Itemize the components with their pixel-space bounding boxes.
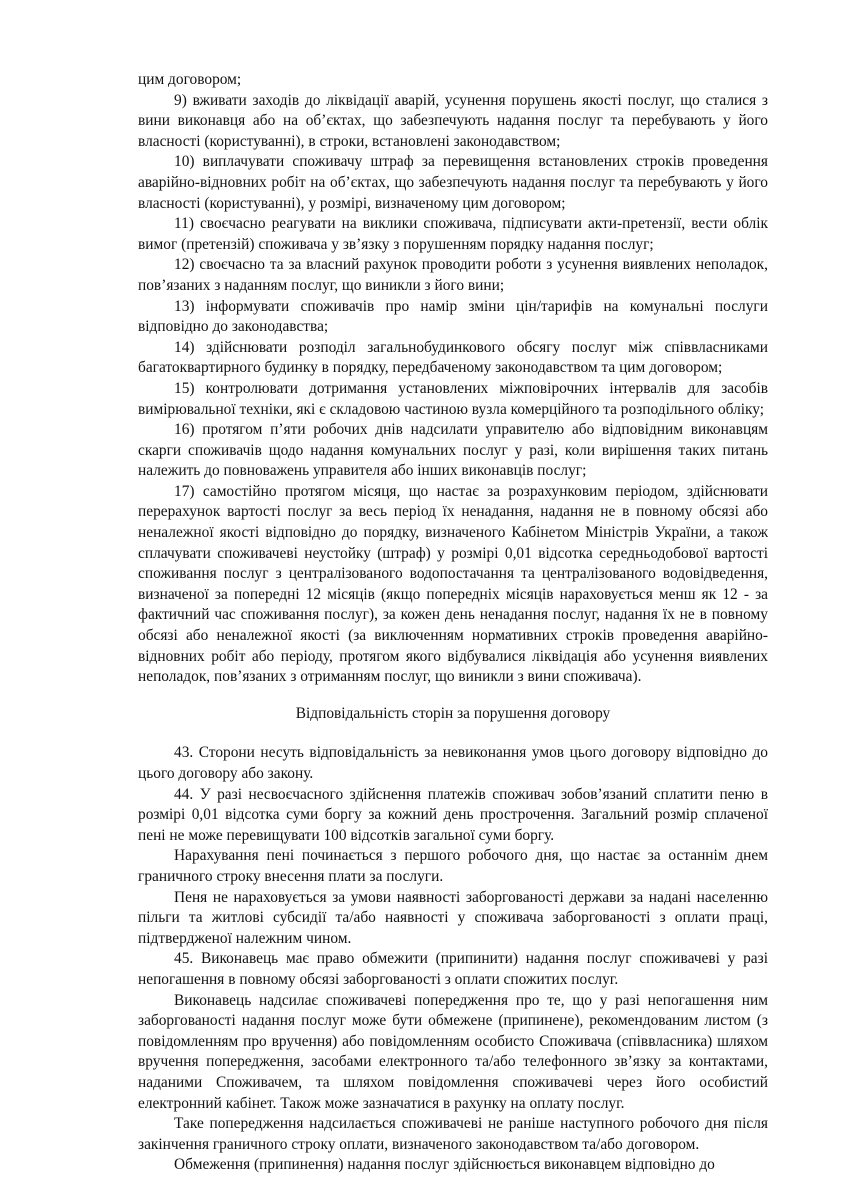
paragraph-warning-timing: Таке попередження надсилається споживачеві не раніше наступного робочого дня після закінчення граничного строку оплати, визначеного законодавством та/або договором. xyxy=(138,1115,768,1153)
paragraph-item-14: 14) здійснювати розподіл загальнобудинкового обсягу послуг між співвласниками багатоквартирного будинку в порядку, передбаченому законодавством та цим договором; xyxy=(138,338,768,377)
paragraph-warning-notice: Виконавець надсилає споживачеві попередження про те, що у разі непогашення ним заборгованості надання послуг може бути обмежене (припинене), рекомендованим листом (з повідомленням про вручення) або повідомленням особисто Споживача (співвласника) шляхом вручення попередження, засобами електронного та/або телефонного зв’язку за контактами, наданими Споживачем, та шляхом повідомлення споживачеві через його особистий електронний кабінет. Також може зазначатися в рахунку на оплату послуг. xyxy=(138,991,768,1112)
paragraph-item-9: 9) вживати заходів до ліквідації аварій, усунення порушень якості послуг, що сталися з вини виконавця або на об’єктах, що забезпечують надання послуг та перебувають у його власності (користуванні), в строки, встановлені законодавством; xyxy=(138,91,768,150)
paragraph-item-12: 12) своєчасно та за власний рахунок проводити роботи з усунення виявлених неполадок, пов’язаних з наданням послуг, що виникли з його вини; xyxy=(138,256,768,294)
paragraph-penalty-exception: Пеня не нараховується за умови наявності заборгованості держави за надані населенню пільги та житлові субсидії та/або наявності у споживача заборгованості з оплати праці, підтвердженої належним чином. xyxy=(138,888,768,947)
paragraph-item-13: 13) інформувати споживачів про намір зміни цін/тарифів на комунальні послуги відповідно до законодавства; xyxy=(138,297,768,336)
paragraph-item-17: 17) самостійно протягом місяця, що настає за розрахунковим періодом, здійснювати перерахунок вартості послуг за весь період їх ненадання, надання не в повному обсязі або неналежної якості відповідно до порядку, визначеного Кабінетом Міністрів України, а також сплачувати споживачеві неустойку (штраф) у розмірі 0,01 відсотка середньодобової вартості споживання послуг з централізованого водопостачання та централізованого водовідведення, визначеної за попередні 12 місяців (якщо попередніх місяців нараховується менш як 12 - за фактичний час споживання послуг), за кожен день ненадання послуг, надання їх не в повному обсязі або неналежної якості (за виключенням нормативних строків проведення аварійно-відновних робіт або періоду, протягом якого відбувалися ліквідація або усунення виявлених неполадок, пов’язаних з отриманням послуг, що виникли з вини споживача). xyxy=(138,482,768,686)
paragraph-restriction: Обмеження (припинення) надання послуг здійснюється виконавцем відповідно до xyxy=(174,1156,715,1174)
section-heading: Відповідальність сторін за порушення договору xyxy=(295,704,611,722)
paragraph-clause-43: 43. Сторони несуть відповідальність за невиконання умов цього договору відповідно до цього договору або закону. xyxy=(138,744,768,782)
paragraph-item-16: 16) протягом п’яти робочих днів надсилати управителю або відповідним виконавцям скарги споживачів щодо надання комунальних послуг у разі, коли вирішення таких питань належить до повноважень управителя або інших виконавців послуг; xyxy=(138,421,768,480)
paragraph-item-11: 11) своєчасно реагувати на виклики споживача, підписувати акти-претензії, вести облік вимог (претензій) споживача у зв’язку з порушенням порядку надання послуг; xyxy=(138,215,768,253)
paragraph-item-15: 15) контролювати дотримання установлених міжповірочних інтервалів для засобів вимірювальної техніки, які є складовою частиною вузла комерційного та розподільного обліку; xyxy=(138,379,768,418)
paragraph-clause-44: 44. У разі несвоєчасного здійснення платежів споживач зобов’язаний сплатити пеню в розмірі 0,01 відсотка суми боргу за кожний день прострочення. Загальний розмір сплаченої пені не може перевищувати 100 відсотків загальної суми боргу. xyxy=(138,785,768,844)
paragraph-item-10: 10) виплачувати споживачу штраф за перевищення встановлених строків проведення аварійно-відновних робіт на об’єктах, що забезпечують надання послуг та перебувають у його власності (користуванні), у розмірі, визначеному цим договором; xyxy=(138,153,768,212)
paragraph-continuation: цим договором; xyxy=(138,71,242,88)
paragraph-clause-45: 45. Виконавець має право обмежити (припинити) надання послуг споживачеві у разі непогашення в повному обсязі заборгованості з оплати спожитих послуг. xyxy=(138,950,768,988)
paragraph-penalty-start: Нарахування пені починається з першого робочого дня, що настає за останнім днем граничного строку внесення плати за послуги. xyxy=(138,847,768,885)
